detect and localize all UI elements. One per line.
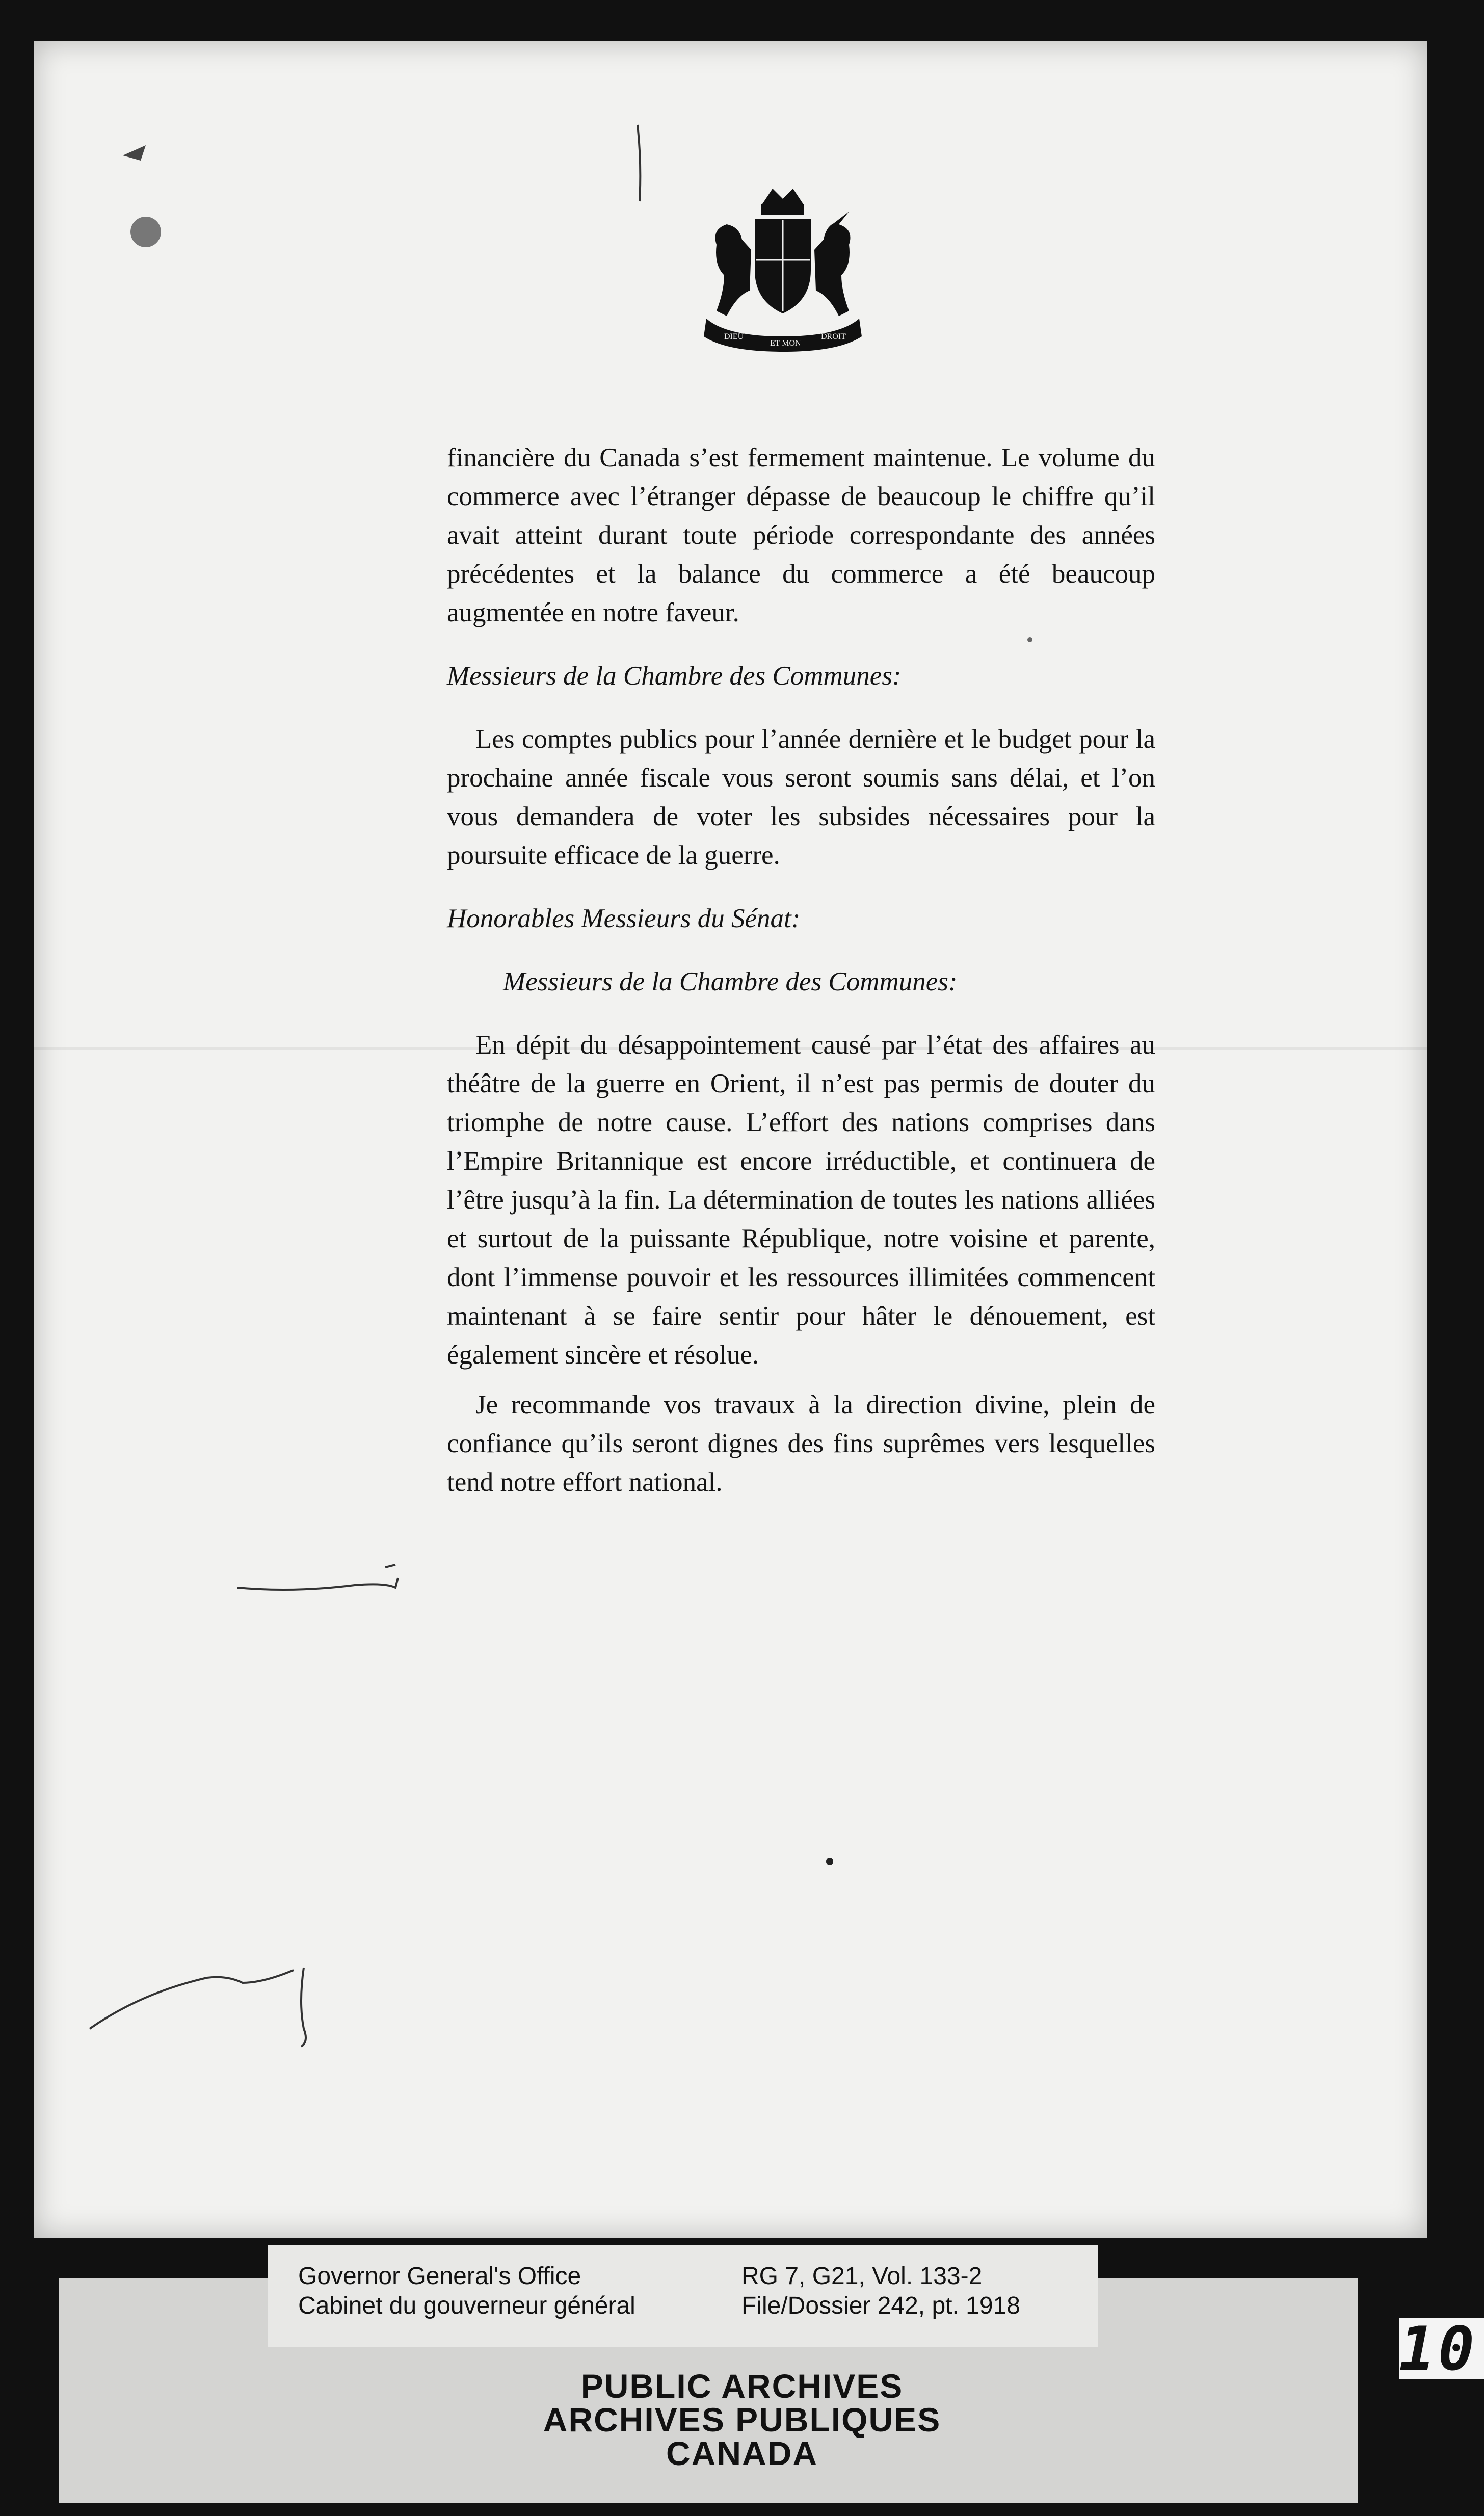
paragraph-comptes-publics: Les comptes publics pour l’année dernière et le budget pour la prochaine année fiscale vous seront soumis sans délai, et l’on vous demandera de voter les subsides nécessaires pour la poursuite efficace de la guerre. (447, 724, 1155, 870)
paragraph-direction-divine: Je recommande vos travaux à la direction divine, plein de confiance qu’ils seront dignes des fins suprêmes vers lesquelles tend notre effort national. (447, 1390, 1155, 1497)
heading-chambre-des-communes: Messieurs de la Chambre des Communes: (447, 661, 902, 691)
reference-number: RG 7, G21, Vol. 133-2 (741, 2263, 983, 2290)
office-english: Governor General's Office (298, 2263, 581, 2290)
royal-coat-of-arms-icon (696, 184, 869, 352)
punch-hole (130, 217, 161, 247)
document-body (447, 438, 1155, 1502)
pencil-stroke (632, 122, 648, 204)
speck (826, 1858, 833, 1865)
file-number: File/Dossier 242, pt. 1918 (741, 2292, 1020, 2319)
pencil-scribble (232, 1557, 436, 1603)
ink-mark (120, 140, 151, 166)
archive-stamp-line-1: PUBLIC ARCHIVES (580, 2367, 904, 2405)
archive-stamp-line-2: ARCHIVES PUBLIQUES (543, 2401, 941, 2439)
paragraph-guerre-orient: En dépit du désappointement causé par l’état des affaires au théâtre de la guerre en Orient, il n’est pas permis de douter du triomphe de notre cause. L’effort des nations comprises dans l’Empire Britannique est encore irréductible, et continuera de l’être jusqu’à la fin. La détermination de toutes les nations alliées et surtout de la puissante République, notre voisine et parente, dont l’immense pouvoir et les ressources illimitées commencent maintenant à se faire sentir pour hâter le dénouement, est également sincère et résolue. (447, 1030, 1155, 1370)
crest-motto-center: ET MON (770, 339, 801, 348)
heading-chambre-des-communes-2: Messieurs de la Chambre des Communes: (503, 967, 958, 997)
pencil-scribble (80, 1947, 355, 2049)
archive-label-reference (741, 2262, 1020, 2321)
heading-senat: Honorables Messieurs du Sénat: (447, 904, 801, 933)
office-french: Cabinet du gouverneur général (298, 2292, 635, 2319)
frame-number: 10 (1399, 2318, 1484, 2379)
archive-stamp-line-3: CANADA (666, 2434, 818, 2472)
crest-motto-left: DIEU (724, 332, 744, 341)
archive-label-office (298, 2262, 635, 2321)
archive-stamp (0, 2369, 1484, 2470)
document-page (34, 41, 1427, 2238)
paragraph-commerce: financière du Canada s’est fermement maintenue. Le volume du commerce avec l’étranger dépasse de beaucoup le chiffre qu’il avait atteint durant toute période correspondante des années précédentes et la balance du commerce a été beaucoup augmentée en notre faveur. (447, 443, 1155, 627)
crest-motto-right: DROIT (821, 332, 846, 341)
archive-label (268, 2245, 1098, 2347)
